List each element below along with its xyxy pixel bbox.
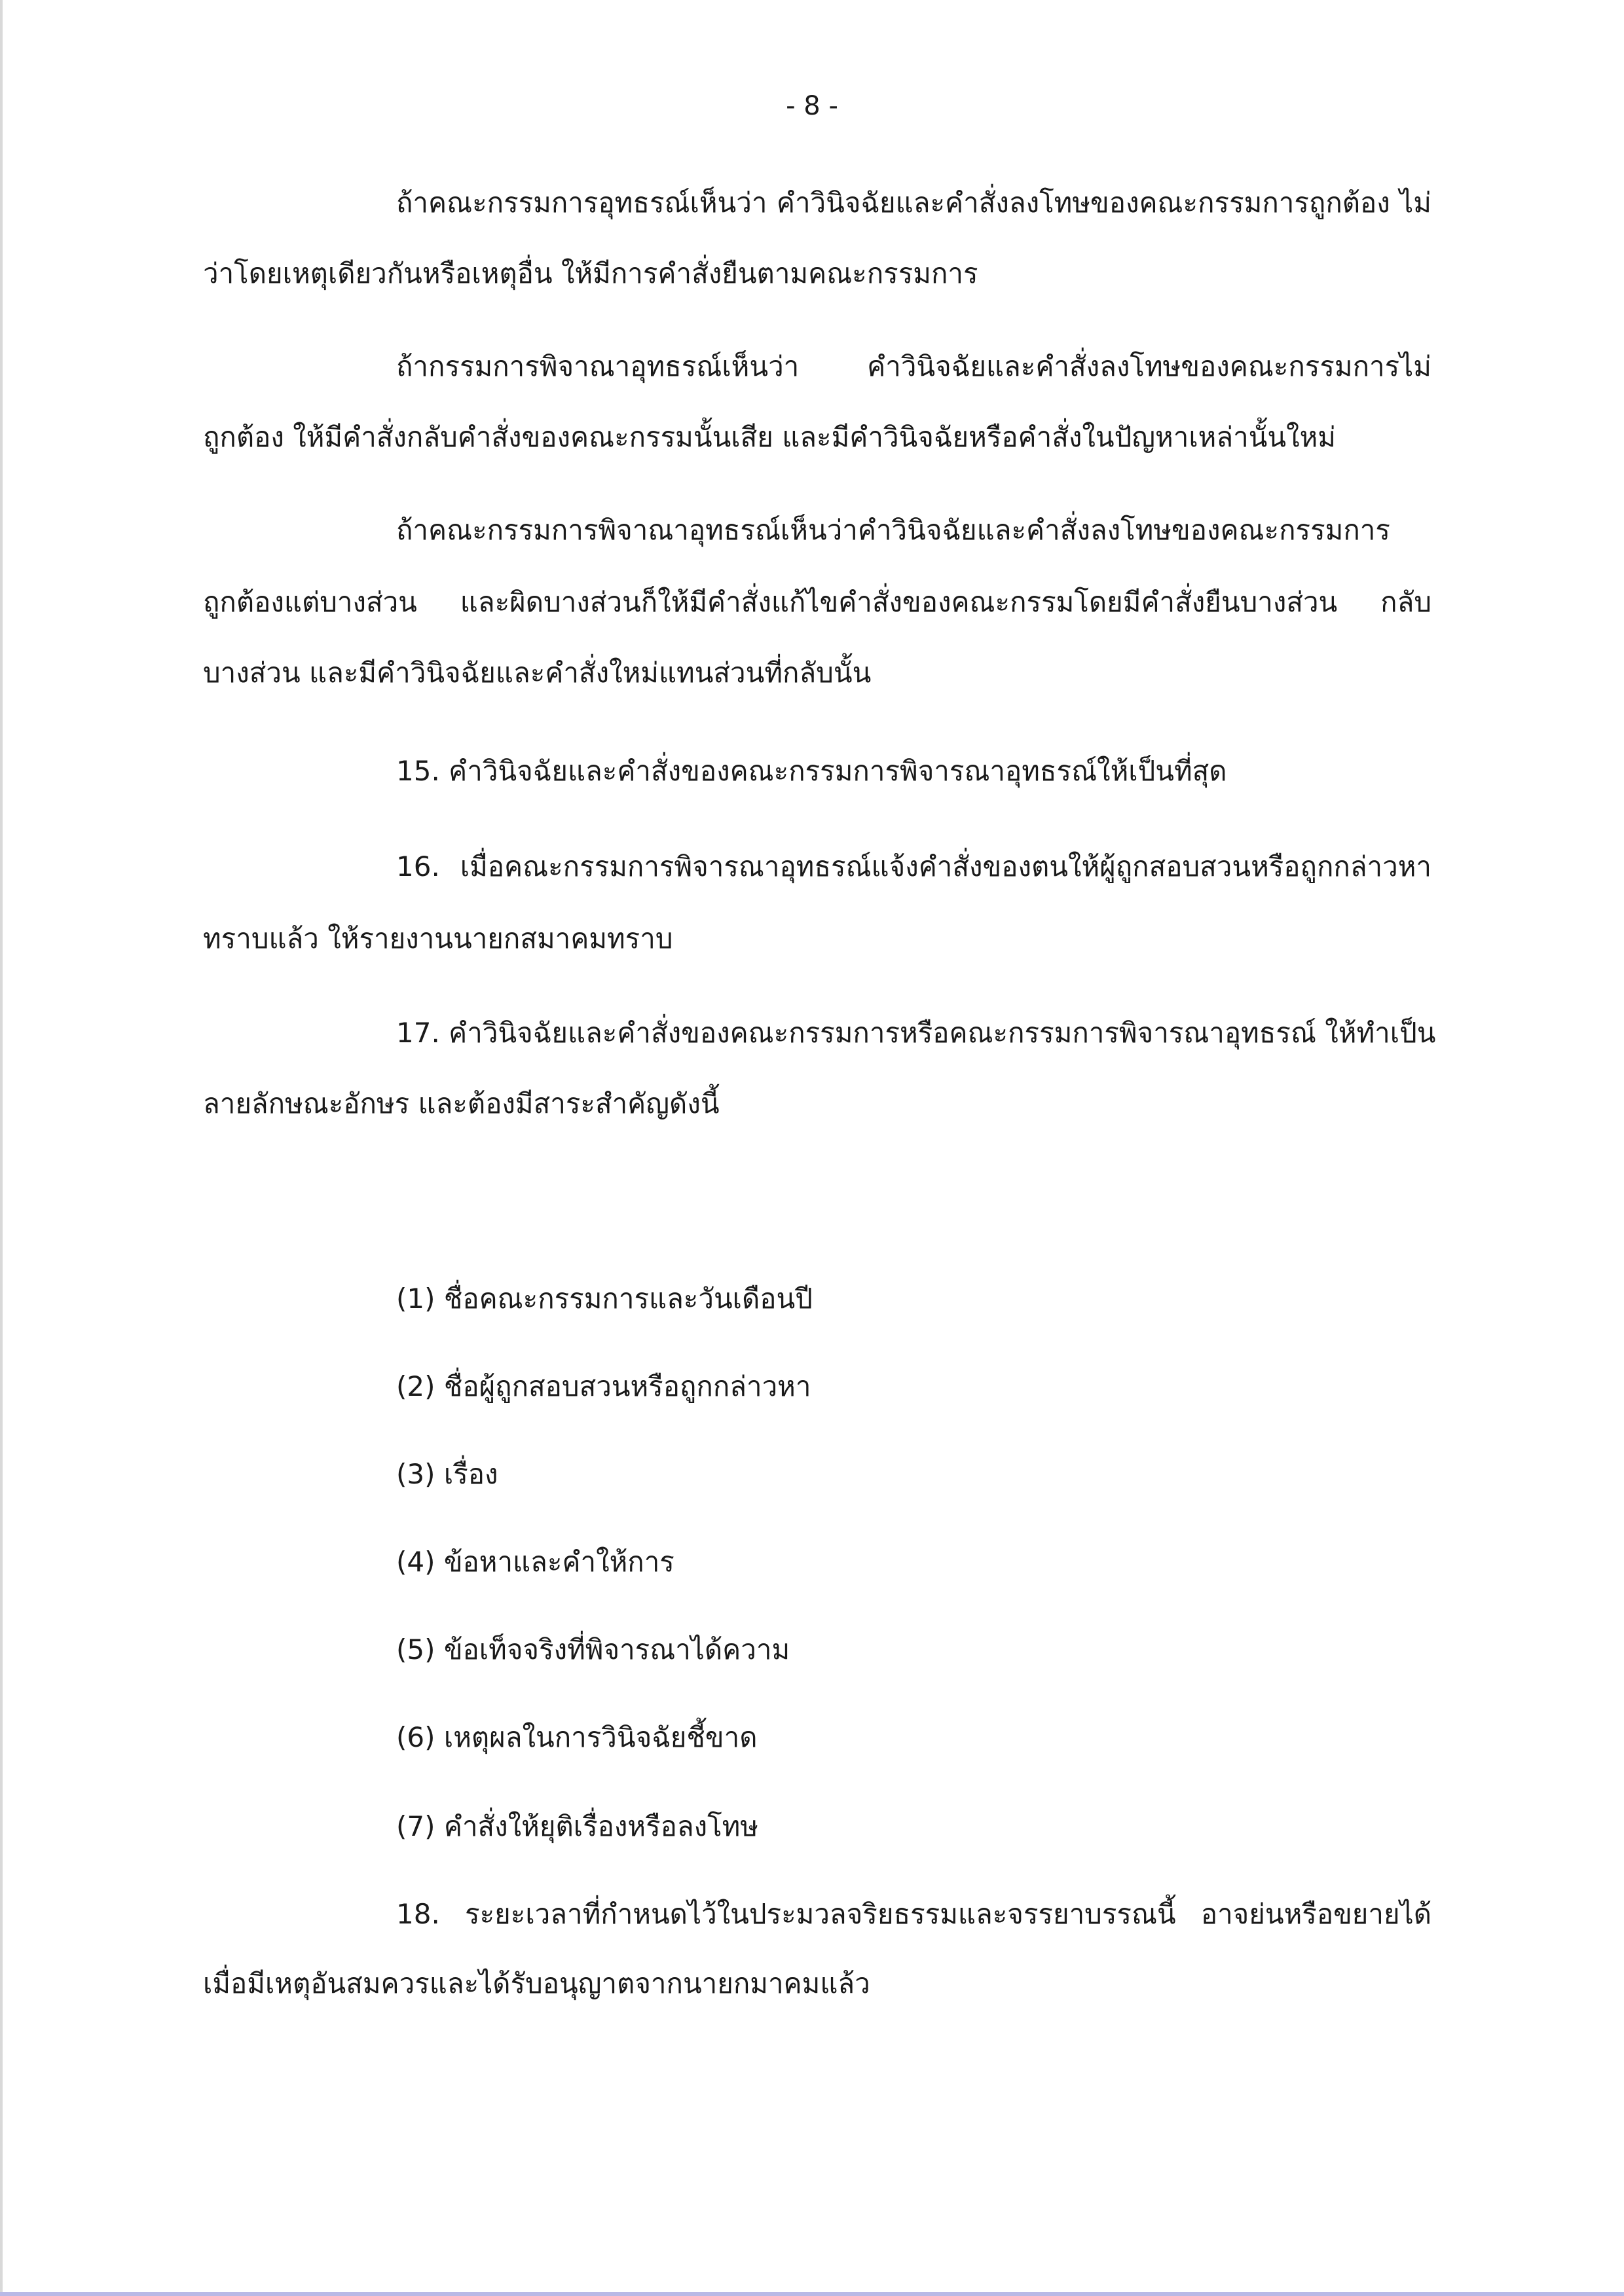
paragraph-3-line-3: บางส่วน และมีคำวินิจฉัยและคำสั่งใหม่แทนส่วนที่กลับนั้น: [203, 657, 872, 689]
list-item-2: (2) ชื่อผู้ถูกสอบสวนหรือถูกกล่าวหา: [396, 1370, 811, 1402]
page-number: - 8 -: [786, 91, 838, 121]
paragraph-2-line-1: ถ้ากรรมการพิจาณาอุทธรณ์เห็นว่า คำวินิจฉัยและคำสั่งลงโทษของคณะกรรมการไม่: [396, 350, 1431, 382]
scan-edge-bottom: [0, 2292, 1624, 2296]
paragraph-2-line-2: ถูกต้อง ให้มีคำสั่งกลับคำสั่งของคณะกรรมนั้นเสีย และมีคำวินิจฉัยหรือคำสั่งในปัญหาเหล่านั้นใหม่: [203, 421, 1336, 453]
list-item-1: (1) ชื่อคณะกรรมการและวันเดือนปี: [396, 1283, 813, 1315]
clause-18-line-1: 18. ระยะเวลาที่กำหนดไว้ในประมวลจริยธรรมและจรรยาบรรณนี้ อาจย่นหรือขยายได้: [396, 1898, 1431, 1930]
clause-15: 15. คำวินิจฉัยและคำสั่งของคณะกรรมการพิจารณาอุทธรณ์ให้เป็นที่สุด: [396, 755, 1227, 787]
list-item-3: (3) เรื่อง: [396, 1458, 498, 1490]
paragraph-3-line-2: ถูกต้องแต่บางส่วน และผิดบางส่วนก็ให้มีคำสั่งแก้ไขคำสั่งของคณะกรรมโดยมีคำสั่งยืนบางส่วน กลับ: [203, 586, 1431, 618]
clause-17-line-1: 17. คำวินิจฉัยและคำสั่งของคณะกรรมการหรือคณะกรรมการพิจารณาอุทธรณ์ ให้ทำเป็น: [396, 1017, 1436, 1049]
clause-18-line-2: เมื่อมีเหตุอันสมควรและได้รับอนุญาตจากนายกมาคมแล้ว: [203, 1967, 870, 1999]
list-item-5: (5) ข้อเท็จจริงที่พิจารณาได้ความ: [396, 1633, 790, 1666]
paragraph-1-line-2: ว่าโดยเหตุเดียวกันหรือเหตุอื่น ให้มีการคำสั่งยืนตามคณะกรรมการ: [203, 257, 978, 289]
clause-17-line-2: ลายลักษณะอักษร และต้องมีสาระสำคัญดังนี้: [203, 1087, 720, 1120]
list-item-7: (7) คำสั่งให้ยุติเรื่องหรือลงโทษ: [396, 1810, 759, 1842]
list-item-6: (6) เหตุผลในการวินิจฉัยชี้ขาด: [396, 1721, 758, 1753]
clause-16-line-2: ทราบแล้ว ให้รายงานนายกสมาคมทราบ: [203, 922, 673, 955]
paragraph-1-line-1: ถ้าคณะกรรมการอุทธรณ์เห็นว่า คำวินิจฉัยและคำสั่งลงโทษของคณะกรรมการถูกต้อง ไม่: [396, 187, 1431, 219]
paragraph-3-line-1: ถ้าคณะกรรมการพิจาณาอุทธรณ์เห็นว่าคำวินิจฉัยและคำสั่งลงโทษของคณะกรรมการ: [396, 514, 1390, 546]
scan-edge: [0, 0, 3, 2296]
clause-16-line-1: 16. เมื่อคณะกรรมการพิจารณาอุทธรณ์แจ้งคำสั่งของตนให้ผู้ถูกสอบสวนหรือถูกกล่าวหา: [396, 850, 1431, 883]
list-item-4: (4) ข้อหาและคำให้การ: [396, 1546, 674, 1578]
